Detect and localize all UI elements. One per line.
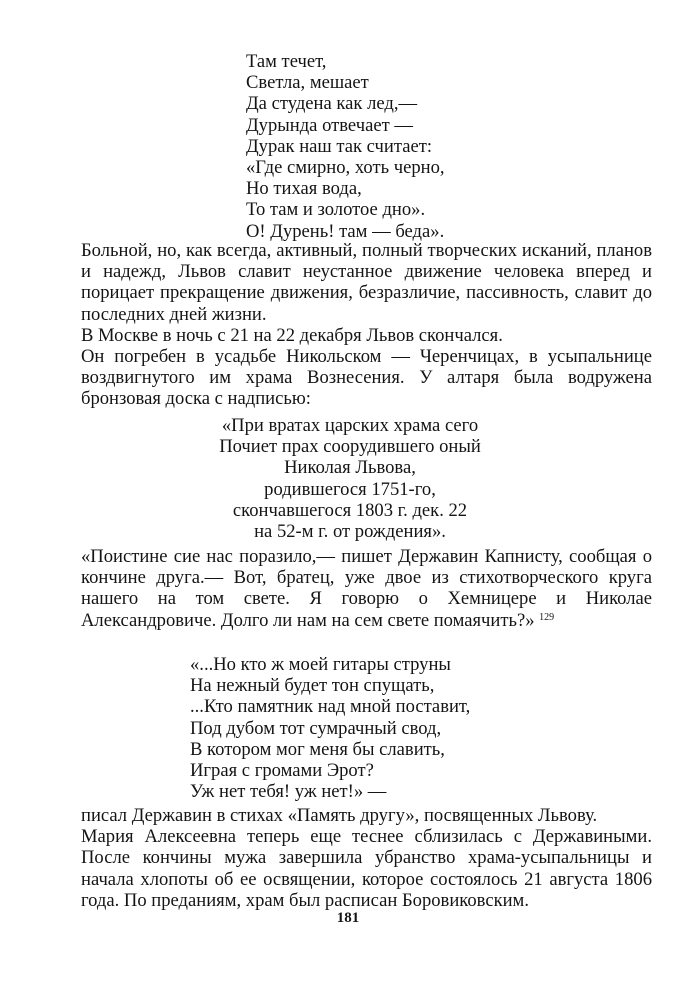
paragraph: Мария Алексеевна теперь еще теснее сблизилась с Державиными. После кончины мужа завершила убранство храма-усыпальницы и начала хлопоты об ее освящении, которое состоялось 21 августа 1806 года. По преданиям, храм был расписан Боровиковским. [81, 826, 652, 911]
verse-line: Дурында отвечает — [246, 114, 413, 136]
verse-line: Там течет, [246, 51, 327, 72]
epitaph-line: скончавшегося 1803 г. дек. 22 [232, 499, 468, 521]
prose-block-3 [81, 805, 652, 911]
epitaph-line: на 52-м г. от рождения». [254, 521, 446, 543]
verse-top [246, 51, 445, 242]
paragraph: В Москве в ночь с 21 на 22 декабря Львов скончался. [81, 324, 503, 346]
quote-text: «Поистине сие нас поразило,— пишет Державин Капнисту, сообщая о кончине друга.— Вот, братец, уже двое из стихотворческого круга нашего на том свете. Я говорю о Хемницере и Николае Александровиче. Долго ли нам на сем свете помаячить?» [81, 546, 652, 631]
paragraph: Он погребен в усадьбе Никольском — Черенчицах, в усыпальнице воздвигнутого им храма Вознесения. У алтаря была водружена бронзовая доска с надписью: [81, 346, 652, 410]
footnote-ref: 129 [539, 611, 555, 623]
epitaph-line: «При вратах царских храма сего [221, 415, 479, 436]
verse-line: «Где смирно, хоть черно, [246, 157, 445, 179]
epitaph-line: Николая Львова, [284, 457, 416, 479]
verse-line: Да студена как лед,— [246, 93, 418, 115]
verse-line: Играя с громами Эрот? [190, 760, 374, 782]
verse-line: «...Но кто ж моей гитары струны [190, 654, 451, 675]
verse-line: Но тихая вода, [246, 178, 362, 200]
verse-line: В котором мог меня бы славить, [190, 738, 445, 760]
prose-block-1 [81, 240, 652, 410]
verse-line: Дурак наш так считает: [246, 135, 433, 157]
verse-line: То там и золотое дно». [246, 199, 426, 221]
verse-bottom [190, 654, 470, 802]
paragraph: Больной, но, как всегда, активный, полный творческих исканий, планов и надежд, Львов славит неустанное движение человека вперед и порицает прекращение движения, безразличие, пассивность, славит до последних дней жизни. [81, 240, 652, 325]
verse-line: Светла, мешает [246, 72, 369, 94]
page-number: 181 [336, 910, 360, 926]
paragraph: писал Державин в стихах «Память другу», посвященных Львову. [81, 805, 598, 826]
epitaph-inscription [150, 415, 550, 542]
verse-line: Уж нет тебя! уж нет!» — [190, 781, 387, 803]
epitaph-line: родившегося 1751-го, [264, 478, 436, 500]
verse-line: На нежный будет тон спущать, [190, 675, 435, 697]
verse-line: ...Кто памятник над мной поставит, [190, 696, 471, 718]
epitaph-line: Почиет прах соорудившего оный [219, 436, 481, 458]
verse-line: Под дубом тот сумрачный свод, [190, 717, 442, 739]
prose-block-2 [81, 546, 652, 631]
verse-line: О! Дурень! там — беда». [246, 220, 445, 242]
paragraph [81, 546, 652, 631]
